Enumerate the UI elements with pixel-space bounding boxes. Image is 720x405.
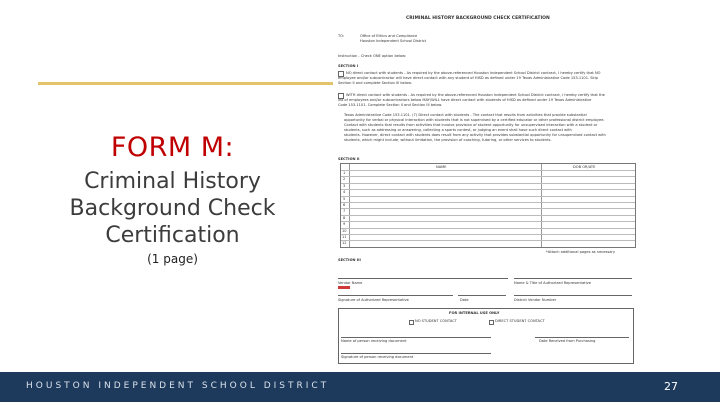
row-number: 8 xyxy=(343,215,346,220)
sign-here-flag xyxy=(338,286,350,289)
vendor-name-label: Vendor Name xyxy=(338,281,363,285)
to-line: Office of Ethics and Compliance xyxy=(360,34,418,38)
title-line: Criminal History xyxy=(84,169,261,194)
definition-line: Contact with students that results from activities that involve provision of student opportunity for unsupervised interaction with a student or xyxy=(344,123,598,127)
row-number: 9 xyxy=(343,222,346,227)
to-line: Houston Independent School District xyxy=(360,39,426,43)
definition-line: Texas Administrative Code 153.1101. (7) Direct contact with students - The contact that results from activities that provide substantial xyxy=(344,113,587,117)
definition-line: students. However, direct contact with students does result from any activity that provides substantial opportunity for unsupervised contact with xyxy=(344,133,606,137)
to-label: TO: xyxy=(338,34,345,38)
row-number: 12 xyxy=(342,241,347,246)
definition-line: students, such as addressing or answering, collecting a sports contest, or judging an event shall have such direct contact with xyxy=(344,128,572,132)
title-line: Certification xyxy=(105,223,240,248)
option-text: employee and/or subcontractor will have direct contact with any student of HISD as defined under 19 Texas Administrative Code 153.1101. Skip xyxy=(338,76,598,80)
date-received-label: Date Received from Purchasing xyxy=(539,339,596,343)
option-text: WITH direct contact with students - As required by the above-referenced Houston Independent School District contract, I hereby certify that the xyxy=(346,93,605,97)
definition-line: students, which might include, without limitation, the provision of coaching, tutoring, or other services to students. xyxy=(344,138,552,142)
date-label: Date xyxy=(460,298,469,302)
row-number: 1 xyxy=(343,171,346,175)
slide-title xyxy=(20,168,325,249)
internal-use-box xyxy=(338,308,634,364)
rep-name-label: Name & Title of Authorized Representative xyxy=(514,281,591,285)
section-2-label: SECTION II xyxy=(338,157,360,161)
column-header: DOB OR/ATE xyxy=(573,165,596,169)
section-1-label: SECTION I xyxy=(338,64,359,68)
option-text: Code 153.1101. Complete Section II and Section III below. xyxy=(338,103,443,107)
checkbox-internal-no-contact[interactable] xyxy=(409,320,414,325)
checkbox-internal-direct-contact[interactable] xyxy=(489,320,494,325)
employee-table xyxy=(340,163,636,248)
row-number: 5 xyxy=(343,196,346,201)
row-number: 6 xyxy=(343,203,346,207)
row-number: 10 xyxy=(342,228,347,233)
row-number: 11 xyxy=(342,235,347,239)
option-text: list of employees and/or subcontractors below MAY/WILL have direct contact with students of HISD as defined under 19 Texas Administrative xyxy=(338,98,592,102)
section-3-label: SECTION III xyxy=(338,258,361,262)
no-contact-label: NO STUDENT CONTACT xyxy=(415,319,457,323)
signature-label: Signature of Authorized Representative xyxy=(338,298,409,302)
form-preview xyxy=(336,10,636,366)
direct-contact-label: DIRECT STUDENT CONTACT xyxy=(495,319,545,323)
vendor-number-label: District Vendor Number xyxy=(514,298,557,302)
definition-line: opportunity for verbal or physical interaction with students that is not supervised by a certified educator or other professional district employee. xyxy=(344,118,605,122)
signature-receiving-label: Signature of person receiving document xyxy=(341,355,414,359)
form-label: FORM M: xyxy=(110,132,235,163)
row-number: 2 xyxy=(343,177,346,182)
internal-use-label: FOR INTERNAL USE ONLY xyxy=(449,311,500,315)
row-number: 4 xyxy=(343,190,346,195)
column-header: NAME xyxy=(436,165,447,169)
footer-organization: HOUSTON INDEPENDENT SCHOOL DISTRICT xyxy=(26,381,330,391)
person-receiving-label: Name of person receiving document xyxy=(341,339,407,343)
instruction: Instruction - Check ONE option below: xyxy=(338,54,407,58)
page-count: (1 page) xyxy=(147,252,198,266)
doc-heading: CRIMINAL HISTORY BACKGROUND CHECK CERTIFICATION xyxy=(406,16,550,21)
row-number: 3 xyxy=(343,183,346,188)
accent-rule xyxy=(38,82,333,85)
attach-note: *Attach additional pages as necessary xyxy=(546,250,616,254)
page-number: 27 xyxy=(664,380,678,393)
option-text: Section II and complete Section III below. xyxy=(338,81,412,85)
title-line: Background Check xyxy=(69,196,276,221)
row-number: 7 xyxy=(343,209,346,214)
option-text: NO direct contact with students - As required by the above-referenced Houston Independent School District contract, I hereby certify that NO xyxy=(346,71,601,75)
